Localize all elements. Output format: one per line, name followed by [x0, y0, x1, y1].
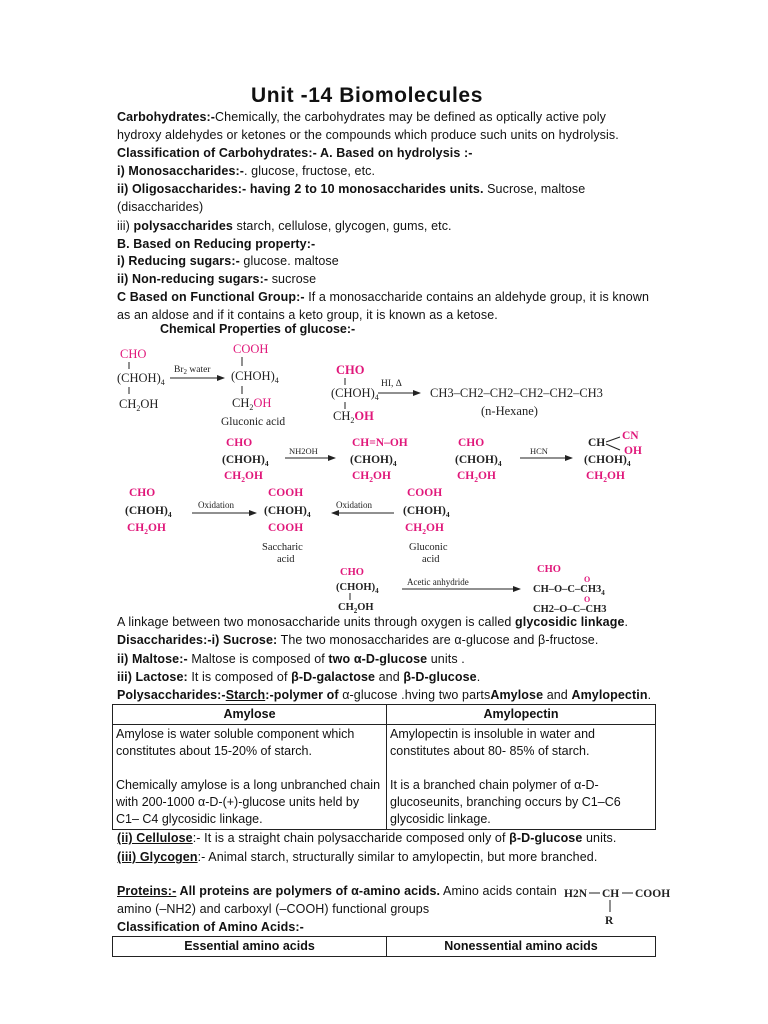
cellulose-label: (ii) Cellulose [117, 831, 193, 845]
r1-cooh: COOH [233, 342, 269, 356]
glycogen-line [117, 849, 597, 866]
amylopectin-paragraph-2: It is a branched chain polymer of α-D-glucoseunits, branching occurs by C1–C6 glycosidic linkage. [390, 778, 621, 826]
hi-reagent: HI, Δ [381, 379, 402, 389]
oligosaccharides-line [117, 181, 585, 198]
r3p-ch2oh: $CH_2OH$ [352, 470, 391, 484]
reducing-property-heading: B. Based on Reducing property:- [117, 237, 316, 251]
monosaccharides-line [117, 163, 375, 180]
lactose-end: . [476, 670, 481, 684]
r-group: R [605, 915, 614, 927]
sucrose-line [117, 632, 598, 649]
amino-group: H2N [564, 888, 587, 900]
r3-ch2oh: $CH_2OH$ [224, 470, 263, 484]
maltose-bold: two α-D-glucose [328, 652, 428, 666]
r1-choh: $(CHOH)_4$ [117, 371, 165, 387]
gluconic-ch2oh: $CH_2OH$ [405, 522, 444, 536]
table-header-amylopectin: Amylopectin [387, 705, 656, 725]
saccharic-label-2: acid [277, 554, 295, 565]
cellulose-line [117, 830, 616, 847]
carbohydrates-text: Chemically, the carbohydrates may be defined as optically active poly [215, 110, 606, 124]
table-row [113, 937, 656, 957]
glucose-reactions-figure [0, 338, 768, 618]
r6-cho: CHO [340, 567, 364, 578]
saccharic-choh: $(CHOH)_4$ [264, 505, 311, 519]
polysaccharides-text: starch, cellulose, glycogen, gums, etc. [232, 219, 452, 233]
table-header-essential: Essential amino acids [113, 937, 387, 957]
acetic-anhydride-reagent: Acetic anhydride [407, 577, 469, 587]
gluconic-cooh: COOH [407, 487, 443, 499]
n-hexane-formula: CH3–CH2–CH2–CH2–CH2–CH3 [430, 386, 603, 400]
amino-acid-structure [560, 880, 720, 930]
functional-group-line2: as an aldose and if it contains a keto group, it is known as a ketose. [117, 308, 498, 322]
monosaccharides-text: . glucose, fructose, etc. [244, 164, 376, 178]
saccharic-label-1: Saccharic [262, 542, 303, 553]
r1-ch2oh: $CH_2OH$ [119, 397, 159, 413]
polysaccharides-line [117, 218, 452, 235]
glycosidic-linkage-term: glycosidic linkage [515, 615, 625, 629]
reducing-sugars-text: glucose. maltose [239, 254, 339, 268]
maltose-label: ii) Maltose:- [117, 652, 188, 666]
amylose-paragraph-2: Chemically amylose is a long unbranched chain with 200-1000 α-D-(+)-glucose units held by C1– C4 glycosidic linkage. [116, 778, 381, 826]
gluconic-choh: $(CHOH)_4$ [403, 505, 450, 519]
oh-group: OH [624, 445, 642, 457]
non-reducing-sugars-line [117, 271, 316, 288]
br2-water-reagent: $Br_2$ water [174, 365, 211, 376]
proteins-bold: All proteins are polymers of α-amino acids. [176, 884, 441, 898]
r4p-ch: CH [588, 437, 606, 449]
amylopectin-paragraph-1: Amylopectin is insoluble in water and constitutes about 80- 85% of starch. [390, 727, 595, 758]
amylose-paragraph-1: Amylose is water soluble component which constitutes about 15-20% of starch. [116, 727, 355, 758]
carbohydrates-definition [117, 109, 606, 126]
glycogen-label: (iii) Glycogen [117, 850, 198, 864]
gluconic-label-2: acid [422, 554, 440, 565]
r4p-choh: $(CHOH)_4$ [584, 454, 631, 468]
oligosaccharides-line2: (disaccharides) [117, 200, 204, 214]
oligosaccharides-label: ii) Oligosaccharides:- having 2 to 10 monosaccharides units. [117, 182, 484, 196]
saccharic-bottom-cooh: COOH [268, 522, 304, 534]
oxidation-label-left: Oxidation [198, 500, 234, 510]
r5-ch2oh: $CH_2OH$ [127, 522, 166, 536]
proteins-line [117, 883, 557, 900]
lactose-label: iii) Lactose: [117, 670, 188, 684]
carbonyl-o-top: O [584, 575, 591, 584]
classification-heading: Classification of Carbohydrates:- A. Based on hydrolysis :- [117, 146, 473, 160]
gluconic-label-1: Gluconic [409, 542, 448, 553]
cellulose-text: :- It is a straight chain polysaccharide composed only of [192, 831, 510, 845]
reducing-sugars-label: i) Reducing sugars:- [117, 254, 240, 268]
maltose-text: Maltose is composed of [187, 652, 329, 666]
carbohydrates-definition-line2: hydroxy aldehydes or ketones or the compounds which produce such units on hydrolysis. [117, 128, 619, 142]
starch-label: Starch [225, 688, 266, 702]
polysaccharides-prefix: iii) [117, 219, 134, 233]
hcn-reagent: HCN [530, 446, 548, 456]
lactose-line [117, 669, 480, 686]
proteins-label: Proteins:- [117, 884, 177, 898]
r2-choh: $(CHOH)_4$ [331, 386, 379, 402]
polysaccharides-label: polysaccharides [133, 219, 233, 233]
amino-classification-heading: Classification of Amino Acids:- [117, 920, 304, 934]
carbohydrates-label: Carbohydrates:- [117, 110, 216, 124]
r3p-choh: $(CHOH)_4$ [350, 454, 397, 468]
r1-cho: CHO [120, 347, 147, 361]
r4-cho: CHO [458, 437, 485, 449]
r1p-choh: $(CHOH)_4$ [231, 369, 279, 385]
glycosidic-linkage-line [117, 614, 628, 631]
r5-choh: $(CHOH)_4$ [125, 505, 172, 519]
functional-group-line [117, 289, 649, 306]
r2-ch2oh: $CH_2OH$ [333, 409, 374, 425]
r4-choh: $(CHOH)_4$ [455, 454, 502, 468]
table-header-amylose: Amylose [113, 705, 387, 725]
amylose-term: Amylose [490, 688, 544, 702]
maltose-line [117, 651, 465, 668]
amylose-cell [113, 725, 387, 830]
amylopectin-cell [387, 725, 656, 830]
r4-ch2oh: $CH_2OH$ [457, 470, 496, 484]
maltose-end: units . [427, 652, 465, 666]
r4p-ch2oh: $CH_2OH$ [586, 470, 625, 484]
glycosidic-linkage-end: . [624, 615, 629, 629]
page-title: Unit -14 Biomolecules [251, 84, 483, 107]
cellulose-end: units. [582, 831, 617, 845]
cellulose-bold: β-D-glucose [509, 831, 583, 845]
starch-rest-2: α-glucose .hving two parts [342, 688, 491, 702]
non-reducing-sugars-label: ii) Non-reducing sugars:- [117, 272, 269, 286]
nh2oh-reagent: NH2OH [289, 446, 318, 456]
oxime-group: CH=N–OH [352, 437, 408, 449]
carboxyl-group: COOH [635, 888, 671, 900]
cn-group: CN [622, 430, 639, 442]
table-row [113, 725, 656, 830]
lactose-and: and [375, 670, 404, 684]
lactose-galactose: β-D-galactose [291, 670, 376, 684]
lactose-glucose: β-D-glucose [403, 670, 477, 684]
saccharic-top-cooh: COOH [268, 487, 304, 499]
monosaccharides-label: i) Monosaccharides:- [117, 164, 245, 178]
amino-acids-table [112, 936, 656, 957]
starch-table [112, 704, 656, 830]
glycosidic-linkage-text: A linkage between two monosaccharide units through oxygen is called [117, 615, 516, 629]
r3-choh: $(CHOH)_4$ [222, 454, 269, 468]
proteins-line2: amino (–NH2) and carboxyl (–COOH) functional groups [117, 902, 430, 916]
chemical-properties-heading: Chemical Properties of glucose:- [160, 322, 356, 336]
carbonyl-o-bottom: O [584, 595, 591, 604]
table-header-nonessential: Nonessential amino acids [387, 937, 656, 957]
alpha-carbon: CH [602, 888, 620, 900]
oxidation-label-right: Oxidation [336, 500, 372, 510]
sucrose-text: The two monosaccharides are α-glucose and β-fructose. [277, 633, 599, 647]
r1p-ch2oh: $CH_2OH$ [232, 396, 272, 412]
table-row [113, 705, 656, 725]
functional-group-label: C Based on Functional Group:- [117, 290, 305, 304]
r6-choh: $(CHOH)_4$ [336, 582, 379, 595]
reducing-sugars-line [117, 253, 339, 270]
proteins-text: Amino acids contain [440, 884, 557, 898]
n-hexane-name: (n-Hexane) [481, 404, 538, 418]
lactose-text: It is composed of [187, 670, 292, 684]
ester-chain-2: CH2–O–C–CH3 [533, 604, 607, 615]
functional-group-text: If a monosaccharide contains an aldehyde group, it is known [304, 290, 650, 304]
r6p-cho: CHO [537, 564, 561, 575]
amylopectin-term: Amylopectin [571, 688, 648, 702]
r5-cho: CHO [129, 487, 156, 499]
polysaccharides-heading: Polysaccharides:- [117, 688, 226, 702]
oligosaccharides-text: Sucrose, maltose [483, 182, 586, 196]
glycogen-text: :- Animal starch, structurally similar to amylopectin, but more branched. [197, 850, 598, 864]
gluconic-acid-label: Gluconic acid [221, 416, 286, 428]
starch-and: and [543, 688, 572, 702]
non-reducing-sugars-text: sucrose [268, 272, 317, 286]
starch-end: . [647, 688, 652, 702]
polysaccharides-starch-line [117, 687, 651, 704]
r6-ch2oh: $CH_2OH$ [338, 602, 374, 615]
ester-chain-1: $CH-O-C-CH3_4$ [533, 584, 605, 597]
starch-rest-1: :-polymer of [265, 688, 343, 702]
disaccharides-label: Disaccharides:-i) Sucrose: [117, 633, 278, 647]
r3-cho: CHO [226, 437, 253, 449]
r2-cho: CHO [336, 363, 365, 377]
